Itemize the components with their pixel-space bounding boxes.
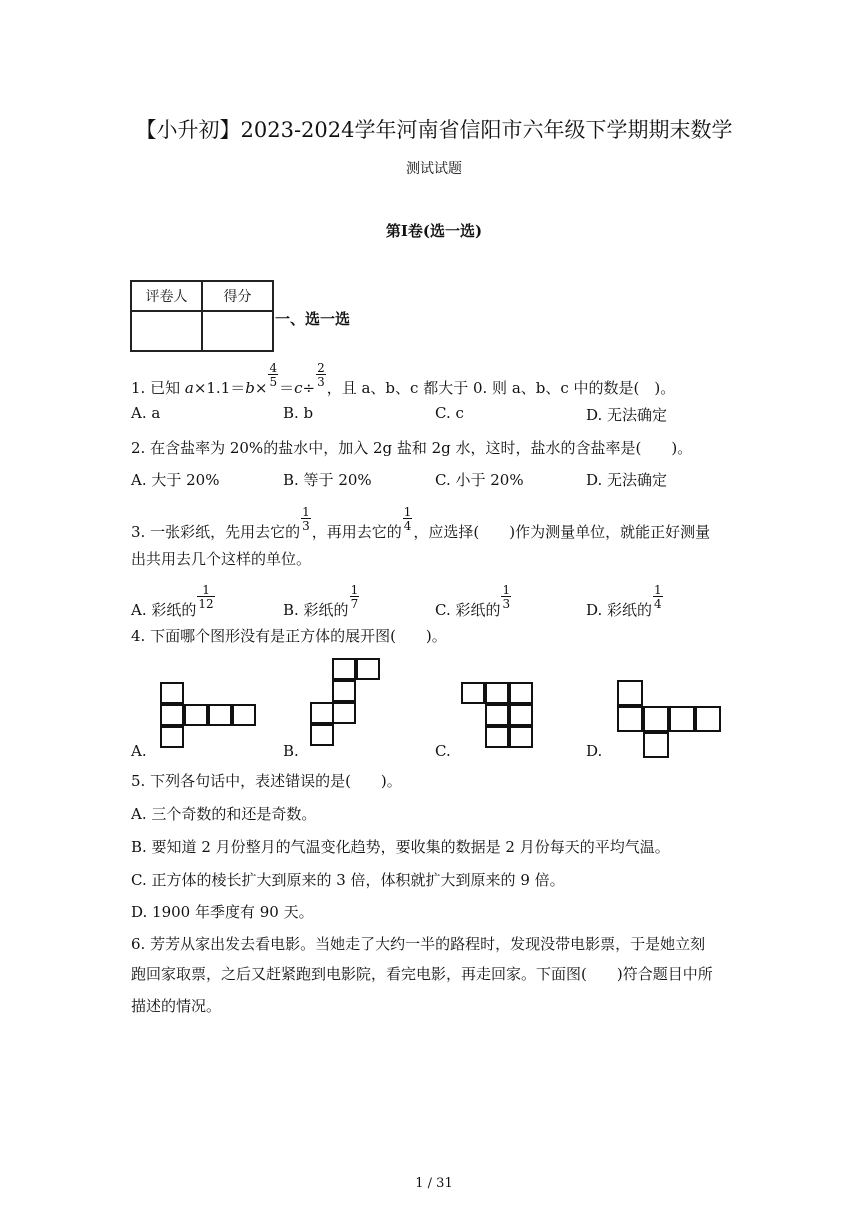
- volume-heading: 第I卷(选一选): [385, 222, 483, 240]
- question-2: 2. 在含盐率为 20%的盐水中，加入 2g 盐和 2g 水，这时，盐水的含盐率是( )。: [131, 439, 693, 457]
- q1-option-a: A. a: [131, 404, 161, 422]
- q4-label-a: A.: [131, 742, 147, 760]
- question-3-line-2: 出共用去几个这样的单位。: [131, 550, 312, 568]
- score-table-cell-grader: [131, 311, 202, 351]
- fraction: $\frac{2}{3}$: [317, 361, 325, 389]
- q3-option-d: D. 彩纸的 $\frac{1}{4}$: [586, 583, 662, 619]
- q3-option-c: C. 彩纸的 $\frac{1}{3}$: [435, 583, 511, 619]
- question-3: 3. 一张彩纸，先用去它的 $\frac{1}{3}$ ，再用去它的 $\frac{1}{4}$ ，应选择( )作为测量单位，就能正好测量: [131, 505, 711, 541]
- q4-label-c: C.: [435, 742, 451, 760]
- section-title: 一、选一选: [275, 310, 351, 328]
- fraction: $\frac{1}{12}$: [198, 583, 214, 611]
- q2-option-b: B. 等于 20%: [283, 471, 372, 489]
- score-table-header-grader: 评卷人: [131, 281, 202, 311]
- fraction: $\frac{4}{5}$: [269, 361, 278, 389]
- q1-option-b: B. b: [283, 404, 314, 422]
- question-5: 5. 下列各句话中，表述错误的是( )。: [131, 772, 402, 790]
- q5-option-c: C. 正方体的棱长扩大到原来的 3 倍，体积就扩大到原来的 9 倍。: [131, 871, 565, 889]
- document-title: 【小升初】2023-2024学年河南省信阳市六年级下学期期末数学: [135, 118, 733, 142]
- q5-option-d: D. 1900 年季度有 90 天。: [131, 903, 314, 921]
- fraction: $\frac{1}{4}$: [654, 583, 662, 611]
- q5-option-b: B. 要知道 2 月份整月的气温变化趋势，要收集的数据是 2 月份每天的平均气温。: [131, 838, 670, 856]
- fraction: $\frac{1}{4}$: [403, 505, 412, 533]
- question-6-line-2: 跑回家取票，之后又赶紧跑到电影院，看完电影，再走回家。下面图( )符合题目中所: [131, 965, 713, 983]
- document-subtitle: 测试试题: [406, 161, 462, 177]
- q4-label-b: B.: [283, 742, 299, 760]
- q5-option-a: A. 三个奇数的和还是奇数。: [131, 805, 317, 823]
- score-table-header-score: 得分: [202, 281, 273, 311]
- q3-option-b: B. 彩纸的 $\frac{1}{7}$: [283, 583, 359, 619]
- score-table: [130, 280, 274, 352]
- q4-label-d: D.: [586, 742, 603, 760]
- score-table-cell-score: [202, 311, 273, 351]
- question-1: 1. 已知 a×1.1＝b× $\frac{4}{5}$ ＝c÷ $\frac{2}{3}$ ，且 a、b、c 都大于 0. 则 a、b、c 中的数是( )。: [131, 361, 676, 397]
- q2-option-d: D. 无法确定: [586, 471, 668, 489]
- q1-option-c: C. c: [435, 404, 464, 422]
- q3-option-a: A. 彩纸的 $\frac{1}{12}$: [131, 583, 214, 619]
- q2-option-a: A. 大于 20%: [131, 471, 220, 489]
- q1-option-d: D. 无法确定: [586, 406, 668, 424]
- page-number: 1 / 31: [415, 1176, 453, 1191]
- question-6: 6. 芳芳从家出发去看电影。当她走了大约一半的路程时，发现没带电影票，于是她立刻: [131, 935, 706, 953]
- fraction: $\frac{1}{3}$: [502, 583, 511, 611]
- fraction: $\frac{1}{7}$: [350, 583, 359, 611]
- question-4: 4. 下面哪个图形没有是正方体的展开图( )。: [131, 627, 447, 645]
- question-6-line-3: 描述的情况。: [131, 997, 222, 1015]
- q2-option-c: C. 小于 20%: [435, 471, 524, 489]
- fraction: $\frac{1}{3}$: [302, 505, 310, 533]
